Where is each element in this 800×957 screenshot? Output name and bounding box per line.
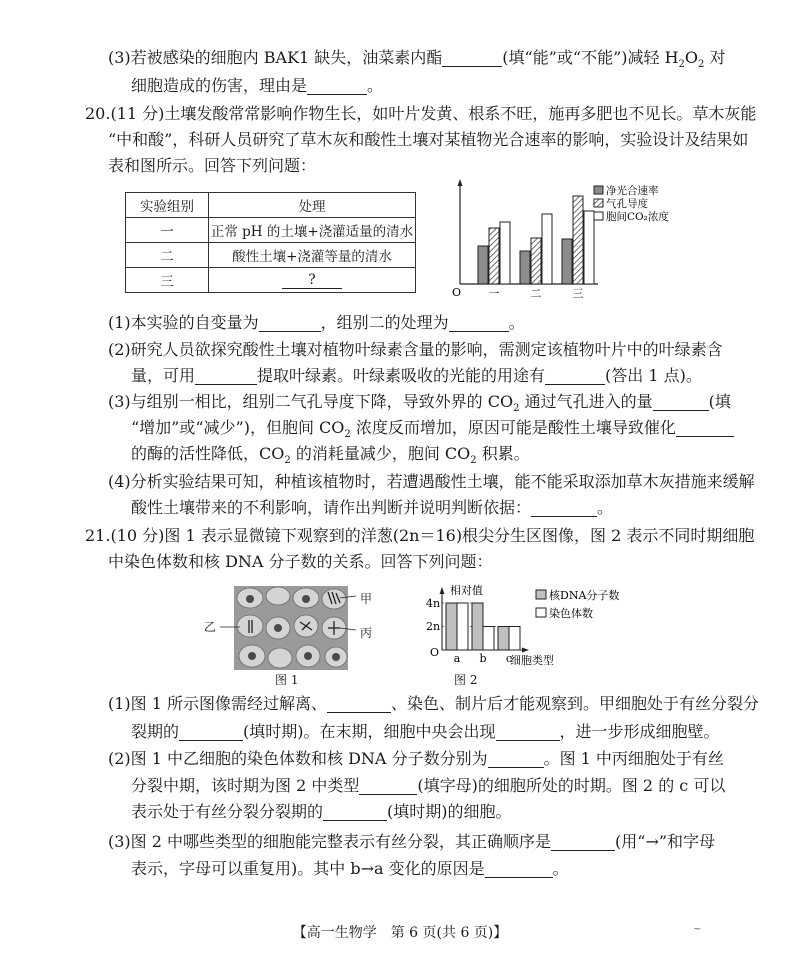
bar-a-染色体数 (457, 603, 468, 650)
q21-2-line2 (131, 774, 725, 798)
label-bing: 丙 (360, 626, 373, 640)
text: (填时期)。在末期，细胞中央会出现 (243, 722, 496, 741)
bar-三-胞间CO₂浓度 (584, 211, 594, 284)
q21-stem-line1: 21.(10 分)图 1 表示显微镜下观察到的洋葱(2n＝16)根尖分生区图像，图 2 表示不同时期细胞 (85, 526, 755, 545)
figure1-caption: 图 1 (275, 673, 299, 687)
text: 积累。 (476, 444, 530, 463)
text: (3)图 2 中哪些类型的细胞能完整表示有丝分裂，其正确顺序是 (108, 832, 552, 851)
legend-swatch (594, 212, 603, 220)
bar-二-净光合速率 (520, 251, 530, 284)
x-tick-label: 二 (530, 287, 542, 300)
answer-blank[interactable] (259, 313, 321, 332)
bar-b-核DNA分子数 (472, 603, 483, 650)
legend-swatch (536, 608, 546, 617)
q20-2-line1: (2)研究人员欲探究酸性土壤对植物叶绿素含量的影响，需测定该植物叶片中的叶绿素含 (108, 340, 723, 359)
figure2-caption: 图 2 (454, 673, 478, 687)
text: 浓度反而增加，原因可能是酸性土壤导致催化 (350, 418, 676, 437)
answer-blank[interactable] (485, 859, 553, 878)
bar-二-气孔导度 (531, 238, 541, 284)
subscript: 2 (698, 59, 705, 71)
chromosome-dna-bar-chart (418, 584, 648, 684)
x-axis-title: 细胞类型 (510, 654, 554, 667)
table-cell-blank[interactable]: ? (282, 272, 342, 289)
bar-一-净光合速率 (478, 246, 488, 284)
q19-3-line2 (131, 74, 383, 98)
q21-3-line2 (131, 857, 569, 881)
table-row (126, 218, 416, 243)
text: (填字母)的细胞所处的时期。图 2 的 c 可以 (417, 776, 726, 795)
text: 的酶的活性降低，CO (131, 444, 285, 463)
text: 。 (597, 498, 614, 517)
text: 。图 1 中丙细胞处于有丝 (543, 749, 724, 768)
experiment-table (125, 192, 416, 293)
q21-stem-line2: 中染色体数和核 DNA 分子数的关系。回答下列问题： (108, 552, 493, 571)
q21-3-line1 (108, 830, 715, 854)
legend-label: 核DNA分子数 (549, 589, 620, 602)
bar-三-净光合速率 (562, 239, 572, 284)
text: (1)图 1 所示图像需经过解离、 (108, 694, 328, 713)
x-tick-label: a (453, 652, 461, 665)
q20-3-line2: “增加”或“减少”)，但胞间 $CO_2$ 浓度反而增加，原因可能是酸性土壤导致催化 (131, 416, 734, 447)
bar-二-胞间CO₂浓度 (542, 214, 552, 284)
text: 提取叶绿素。叶绿素吸收的光能的用途有 (257, 366, 546, 385)
q20-2-line2 (131, 364, 702, 388)
origin-label: O (430, 646, 440, 659)
text: 。 (367, 76, 384, 95)
legend-label: 气孔导度 (606, 198, 648, 210)
table-header-row (126, 193, 416, 218)
answer-blank[interactable] (359, 776, 417, 795)
table-cell (209, 268, 416, 293)
legend-swatch (594, 186, 603, 194)
q20-stem-line3: 表和图所示。回答下列问题： (108, 156, 317, 175)
photosynthesis-bar-chart (450, 178, 700, 300)
page-footer: 【高一生物学 第 6 页(共 6 页)】 (292, 925, 508, 941)
x-axis-arrow (522, 648, 529, 653)
table-cell: 一 (126, 218, 209, 243)
text: (2)图 1 中乙细胞的染色体数和核 DNA 分子数分别为 (108, 749, 488, 768)
table-cell: 正常 pH 的土壤+浇灌适量的清水 (209, 218, 416, 243)
y-tick-2n: 2n (426, 620, 441, 633)
answer-blank[interactable] (323, 802, 387, 821)
table-header-group: 实验组别 (126, 193, 209, 218)
text: 酸性土壤带来的不利影响，请作出判断并说明判断依据： (131, 498, 532, 517)
text: 分裂中期，该时期为图 2 中类型 (131, 776, 360, 795)
table-row (126, 268, 416, 293)
text: (填时期)的细胞。 (387, 802, 512, 821)
answer-blank[interactable] (496, 722, 560, 741)
q20-4-line2 (131, 496, 613, 520)
text: 。 (508, 313, 525, 332)
text: 细胞造成的伤害，理由是 (131, 76, 308, 95)
text: (用“→”和字母 (615, 832, 716, 851)
text: 。 (552, 859, 569, 878)
micrograph-figure (208, 586, 360, 670)
y-tick-4n: 4n (426, 597, 441, 610)
origin-label: O (452, 286, 462, 299)
text: 的消耗量减少，胞间 CO (290, 444, 471, 463)
q20-4-line1: (4)分析实验结果可知，种植该植物时，若遭遇酸性土壤，能不能采取添加草木灰措施来缓解 (108, 472, 755, 491)
bar-c-核DNA分子数 (498, 627, 509, 651)
text: (3)与组别一相比，组别二气孔导度下降，导致外界的 CO (108, 392, 514, 411)
text: 对 (704, 48, 726, 67)
label-yi: 乙 (204, 620, 217, 634)
text: “增加”或“减少”)，但胞间 CO (131, 418, 345, 437)
q21-2-line3 (131, 800, 512, 824)
table-cell: 三 (126, 268, 209, 293)
answer-blank[interactable] (676, 418, 734, 437)
text: (填“能”或“不能”)减轻 H (502, 48, 679, 67)
q20-stem-line1: 20.(11 分)土壤发酸常常影响作物生长，如叶片发黄、根系不旺，施再多肥也不见长。草木灰能 (85, 104, 757, 123)
answer-blank[interactable] (449, 313, 509, 332)
q20-3-line1: (3)与组别一相比，组别二气孔导度下降，导致外界的 $CO_2$ 通过气孔进入的量 (填 (108, 392, 731, 415)
text: 量，可用 (131, 366, 196, 385)
answer-blank[interactable] (488, 749, 544, 768)
text: (填 (708, 392, 731, 411)
text: (3)若被感染的细胞内 BAK1 缺失，油菜素内酯 (108, 48, 443, 67)
legend-label: 染色体数 (549, 607, 593, 620)
answer-blank[interactable] (653, 392, 709, 411)
bar-一-气孔导度 (489, 228, 499, 284)
answer-blank[interactable] (545, 366, 605, 385)
answer-blank[interactable] (179, 722, 243, 741)
text: 表示处于有丝分裂分裂期的 (131, 802, 324, 821)
legend-swatch (594, 199, 603, 207)
label-jia: 甲 (360, 592, 373, 606)
answer-blank[interactable] (327, 694, 391, 713)
text: 表示，字母可以重复用)。其中 b→a 变化的原因是 (131, 859, 485, 878)
bar-c-染色体数 (509, 627, 520, 651)
legend-label: 胞间CO₂浓度 (606, 211, 669, 223)
answer-blank[interactable] (531, 498, 597, 517)
answer-blank[interactable] (442, 48, 502, 67)
x-tick-label: b (479, 652, 487, 665)
table-cell: 酸性土壤+浇灌等量的清水 (209, 243, 416, 268)
q21-2-line1 (108, 747, 724, 771)
bar-b-染色体数 (483, 627, 494, 651)
answer-blank[interactable] (551, 832, 615, 851)
corner-mark: ~ (693, 924, 702, 935)
subscript: 2 (678, 59, 685, 71)
text: O (684, 48, 699, 67)
q20-3-line3: 的酶的活性降低，$CO_2$ 的消耗量减少，胞间 $CO_2$ 积累。 (131, 444, 530, 467)
text: (答出 1 点)。 (605, 366, 702, 385)
bar-三-气孔导度 (573, 196, 583, 284)
table-cell: 二 (126, 243, 209, 268)
y-axis-title: 相对值 (450, 584, 483, 597)
legend-label: 净光合速率 (606, 185, 659, 197)
x-tick-label: 三 (572, 287, 584, 300)
answer-blank[interactable] (307, 76, 367, 95)
y-axis-arrow (458, 179, 463, 186)
table-row (126, 243, 416, 268)
q19-3-line1 (108, 46, 726, 77)
x-tick-label: 一 (488, 287, 500, 300)
q20-1 (108, 311, 525, 335)
q21-1-line2 (131, 720, 720, 744)
text: 通过气孔进入的量 (519, 392, 653, 411)
answer-blank[interactable] (195, 366, 257, 385)
table-header-treatment: 处理 (209, 193, 416, 218)
legend-swatch (536, 590, 546, 599)
text: (1)本实验的自变量为 (108, 313, 259, 332)
text: 、染色、制片后才能观察到。甲细胞处于有丝分裂分 (391, 694, 760, 713)
micrograph-image (208, 586, 360, 670)
text: 裂期的 (131, 722, 180, 741)
x-tick-label: c (505, 652, 513, 665)
text: ，组别二的处理为 (320, 313, 449, 332)
q20-stem-line2: “中和酸”，科研人员研究了草木灰和酸性土壤对某植物光合速率的影响，实验设计及结果如 (108, 130, 749, 149)
y-axis-arrow (440, 587, 445, 594)
bar-a-核DNA分子数 (446, 603, 457, 650)
text: ，进一步形成细胞壁。 (559, 722, 720, 741)
bar-一-胞间CO₂浓度 (500, 222, 510, 284)
q21-1-line1 (108, 692, 759, 716)
